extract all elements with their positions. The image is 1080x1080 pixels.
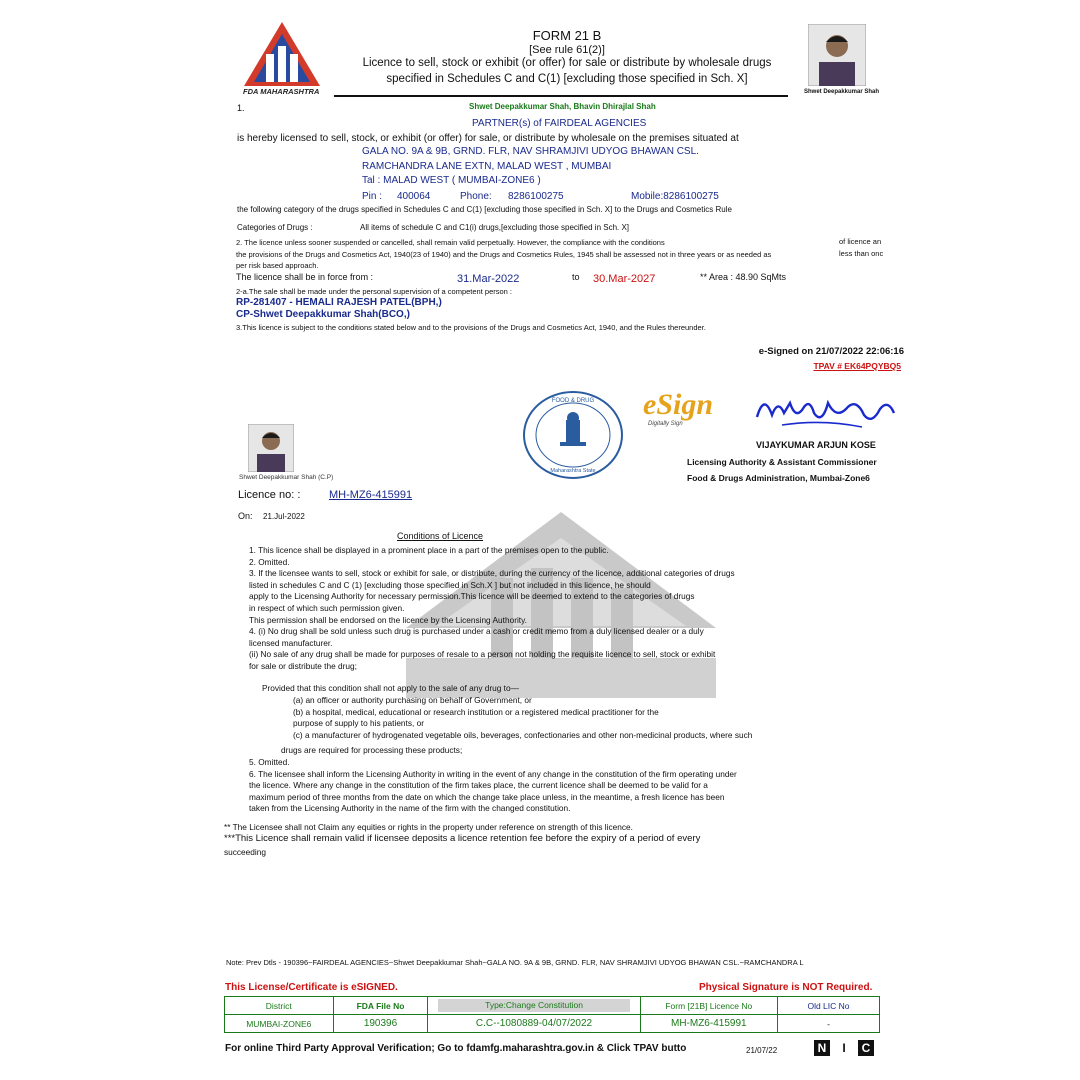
header-old-licence: Old LIC No xyxy=(778,997,880,1015)
nic-logo-c: C xyxy=(858,1040,874,1056)
table-row xyxy=(225,1015,880,1033)
esigned-notice: This License/Certificate is eSIGNED. xyxy=(225,982,398,993)
proviso-item: (c) a manufacturer of hydrogenated vegetable oils, beverages, confectionaries and other non-medicinal products, where such xyxy=(293,729,753,740)
condition-line: apply to the Licensing Authority for necessary permission.This licence will be deemed to extend to the categories of drugs xyxy=(249,591,695,602)
esign-logo: eSign xyxy=(643,388,714,421)
cell-old-licence: - xyxy=(778,1015,880,1033)
esigned-timestamp: e-Signed on 21/07/2022 22:06:16 xyxy=(758,346,904,357)
condition-line: 4. (i) No drug shall be sold unless such drug is purchased under a cash or credit memo from a duly licensed dealer or a duly xyxy=(249,626,704,637)
categories-label: Categories of Drugs : xyxy=(237,223,313,232)
form-description-line1: Licence to sell, stock or exhibit (or offer) for sale or distribute by wholesale drugs xyxy=(362,57,772,69)
svg-text:Maharashtra State: Maharashtra State xyxy=(550,468,596,474)
licensee-photo xyxy=(808,24,866,86)
condition-line: for sale or distribute the drug; xyxy=(249,660,357,671)
clause2-line1: 2. The licence unless sooner suspended or cancelled, shall remain valid perpetually. However, the compliance with the conditions xyxy=(236,238,665,247)
clause2-line2: the provisions of the Drugs and Cosmetics Act, 1940(23 of 1940) and the Drugs and Cosmetics Rules, 1945 shall be assessed not in three years or as needed as xyxy=(236,250,772,259)
condition-line: taken from the Licensing Authority in the name of the firm with the changed constitution. xyxy=(249,803,571,814)
signer-title: Licensing Authority & Assistant Commissioner xyxy=(687,457,877,467)
phone-label: Phone: xyxy=(460,191,492,202)
condition-line: the licence. Where any change in the constitution of the firm takes place, the current licence shall be deemed to be valid for a xyxy=(249,780,708,791)
conditions-tail xyxy=(249,757,737,815)
premises-intro: is hereby licensed to sell, stock, or exhibit (or offer) for sale, or distribute by wholesale on the premises situated at xyxy=(237,133,739,144)
categories-value: All items of schedule C and C1(i) drugs,[excluding those specified in Sch. X] xyxy=(360,223,630,232)
header-type xyxy=(428,997,640,1015)
signer-office: Food & Drugs Administration, Mumbai-Zone6 xyxy=(687,473,870,483)
photo-caption: Shwet Deepakkumar Shah xyxy=(804,89,880,95)
fda-official-seal xyxy=(522,390,624,480)
cell-licence-no: MH-MZ6-415991 xyxy=(640,1015,777,1033)
licence-summary-table xyxy=(224,996,880,1033)
tpav-verification-note: For online Third Party Approval Verification; Go to fdamfg.maharashtra.gov.in & Click TPAV butto xyxy=(225,1043,687,1054)
firm-name: PARTNER(s) of FAIRDEAL AGENCIES xyxy=(472,118,647,129)
clause2-line3: per risk based approach. xyxy=(236,261,319,270)
clause2-right1: of licence an xyxy=(839,237,882,246)
responsible-person: RP-281407 - HEMALI RAJESH PATEL(BPH,) xyxy=(236,297,442,308)
phone-value: 8286100275 xyxy=(508,191,564,202)
clause2a: 2-a.The sale shall be made under the personal supervision of a competent person : xyxy=(236,287,512,296)
form-title: FORM 21 B xyxy=(532,28,602,43)
form-description-line2: specified in Schedules C and C(1) [excluding those specified in Sch. X] xyxy=(386,73,748,85)
rule-ref: [See rule 61(2)] xyxy=(529,44,605,56)
header-file-no: FDA File No xyxy=(333,997,428,1015)
valid-to-date: 30.Mar-2027 xyxy=(593,273,656,285)
nic-logo-i: I xyxy=(842,1041,846,1055)
nic-logo-n: N xyxy=(814,1040,830,1056)
handwritten-signature xyxy=(752,389,898,434)
competent-person: CP-Shwet Deepakkumar Shah(BCO,) xyxy=(236,309,410,320)
esign-subtitle: Digitally Sign xyxy=(648,421,683,427)
condition-line: in respect of which such permission given. xyxy=(249,602,405,613)
proviso-item: (a) an officer or authority purchasing on behalf of Government, or xyxy=(293,695,532,705)
mobile-value: Mobile:8286100275 xyxy=(631,191,719,202)
cell-file-no: 190396 xyxy=(333,1015,428,1033)
proviso: Provided that this condition shall not apply to the sale of any drug to— xyxy=(262,683,519,693)
address-line3: Tal : MALAD WEST ( MUMBAI-ZONE6 ) xyxy=(362,175,541,186)
condition-line: maximum period of three months from the date on which the change take place unless, in the meantime, a fresh licence has been xyxy=(249,791,725,802)
valid-from-date: 31.Mar-2022 xyxy=(457,273,520,285)
licence-number: MH-MZ6-415991 xyxy=(329,489,413,501)
proviso-list xyxy=(293,695,752,741)
condition-line: licensed manufacturer. xyxy=(249,637,333,648)
competent-person-photo xyxy=(248,424,294,472)
validity-label: The licence shall be in force from : xyxy=(236,272,374,282)
note-equities: ** The Licensee shall not Claim any equities or rights in the property under reference on strength of this licence. xyxy=(224,822,633,832)
condition-line: (ii) No sale of any drug shall be made for purposes of resale to a person not holding the requisite licence to sell, stock or exhibit xyxy=(249,649,716,660)
condition-line: 1. This licence shall be displayed in a prominent place in a part of the premises open to the public. xyxy=(249,545,609,555)
footer-date: 21/07/22 xyxy=(746,1046,778,1055)
header-type-highlight: Type:Change Constitution xyxy=(438,999,629,1012)
address-line1: GALA NO. 9A & 9B, GRND. FLR, NAV SHRAMJIVI UDYOG BHAWAN CSL. xyxy=(362,146,699,157)
issue-date-label: On: xyxy=(238,511,253,521)
issue-date: 21.Jul-2022 xyxy=(263,512,305,521)
previous-details-note: Note: Prev Dtls - 190396~FAIRDEAL AGENCIES~Shwet Deepakkumar Shah~GALA NO. 9A & 9B, GRND. FLR, NAV SHRAMJIVI UDYOG BHAWAN CSL.~RAMCHANDRA L xyxy=(226,958,804,967)
header-district: District xyxy=(225,997,334,1015)
clause2-right2: less than onc xyxy=(839,249,884,258)
validity-to-label: to xyxy=(572,272,580,282)
conditions-title: Conditions of Licence xyxy=(397,531,484,541)
category-line: the following category of the drugs specified in Schedules C and C(1) [excluding those specified in Sch. X] to the Drugs and Cosmetics Rule xyxy=(237,205,732,214)
note-retention-fee: ***This Licence shall remain valid if licensee deposits a licence retention fee before the expiry of a period of every xyxy=(224,833,701,844)
physical-signature-notice: Physical Signature is NOT Required. xyxy=(699,982,873,993)
licensee-names: Shwet Deepakkumar Shah, Bhavin Dhirajlal Shah xyxy=(469,102,656,111)
proviso-tail: drugs are required for processing these products; xyxy=(281,745,463,755)
cell-type: C.C--1080889-04/07/2022 xyxy=(428,1015,640,1033)
premises-area: ** Area : 48.90 SqMts xyxy=(700,272,787,282)
svg-text:FOOD & DRUG: FOOD & DRUG xyxy=(551,398,595,404)
address-line2: RAMCHANDRA LANE EXTN, MALAD WEST , MUMBAI xyxy=(362,161,612,172)
clause3: 3.This licence is subject to the conditions stated below and to the provisions of the Drugs and Cosmetics Act, 1940, and the Rules thereunder. xyxy=(236,323,706,332)
tpav-code[interactable]: TPAV # EK64PQYBQ5 xyxy=(813,361,901,371)
condition-line: This permission shall be endorsed on the licence by the Licensing Authority. xyxy=(249,614,527,625)
condition-line: 2. Omitted. xyxy=(249,556,290,567)
item-number: 1. xyxy=(237,103,245,113)
cell-district: MUMBAI-ZONE6 xyxy=(225,1015,334,1033)
header-licence-no: Form [21B] Licence No xyxy=(640,997,777,1015)
proviso-item: (b) a hospital, medical, educational or research institution or a registered medical practitioner for the xyxy=(293,706,659,717)
pin-value: 400064 xyxy=(397,191,431,202)
pin-label: Pin : xyxy=(362,191,383,202)
photo2-caption: Shwet Deepakkumar Shah (C.P) xyxy=(239,474,334,481)
licence-no-label: Licence no: : xyxy=(238,489,301,501)
table-header-row xyxy=(225,997,880,1015)
condition-line: listed in schedules C and C (1) [excluding those specified in Sch.X ] but not included in this licence, he should xyxy=(249,579,651,590)
logo-caption: FDA MAHARASHTRA xyxy=(243,87,320,96)
signer-name: VIJAYKUMAR ARJUN KOSE xyxy=(756,440,876,450)
note-retention-fee-cont: succeeding xyxy=(224,847,266,857)
conditions-list xyxy=(249,545,735,673)
header-rule xyxy=(334,95,788,97)
condition-line: 5. Omitted. xyxy=(249,757,290,767)
proviso-item: purpose of supply to his patients, or xyxy=(293,718,424,729)
condition-line: 6. The licensee shall inform the Licensing Authority in writing in the event of any change in the constitution of the firm operating under xyxy=(249,768,737,779)
condition-line: 3. If the licensee wants to sell, stock or exhibit for sale, or distribute, during the currency of the licence, additional categories of drugs xyxy=(249,568,735,579)
